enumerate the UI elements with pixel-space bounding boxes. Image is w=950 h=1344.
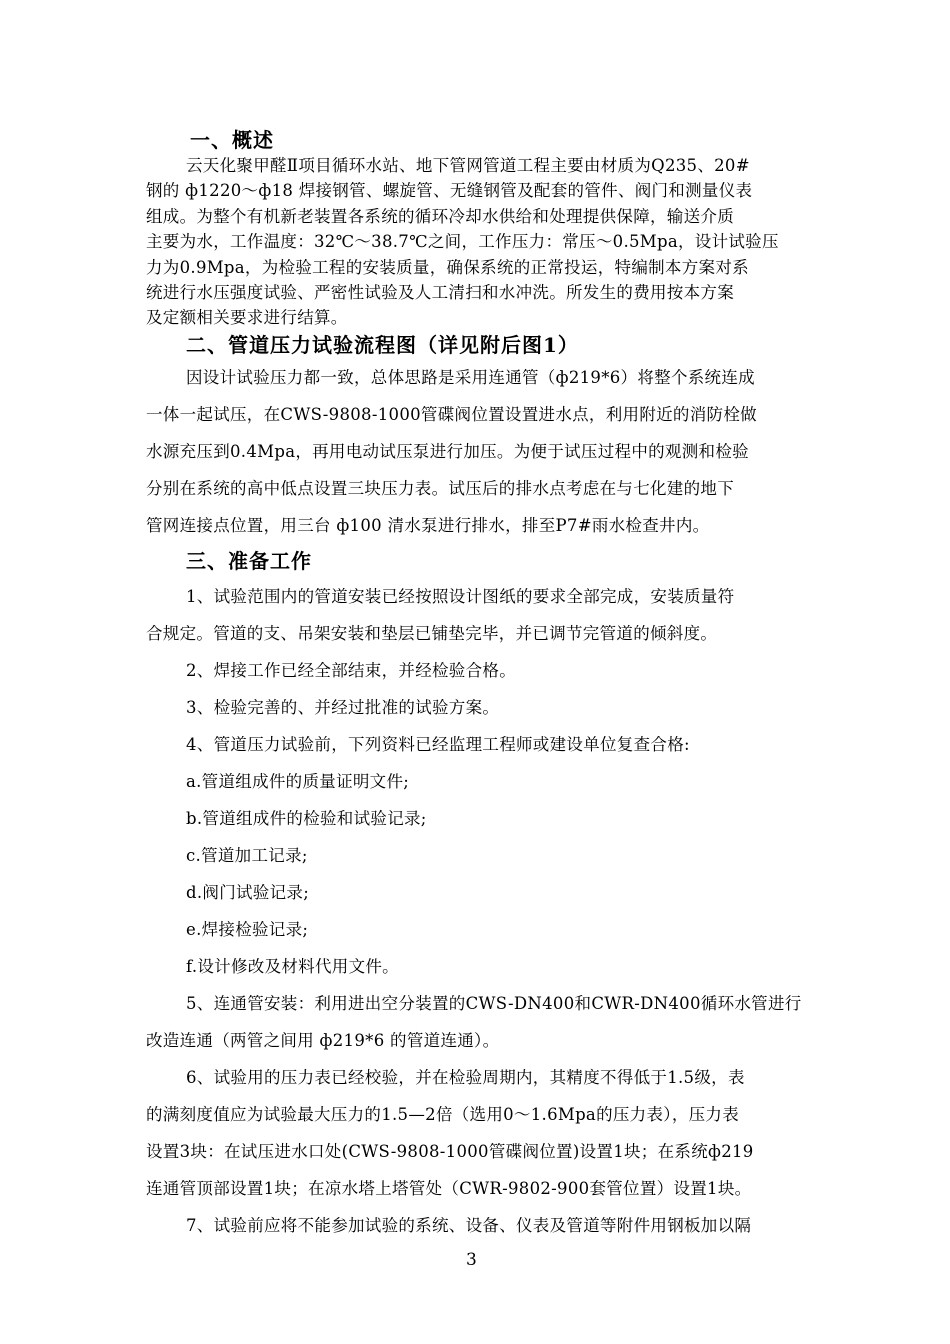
section1-line: 及定额相关要求进行结算。 [146, 308, 348, 327]
section3-line: d.阀门试验记录; [186, 883, 310, 902]
section2-line: 水源充压到0.4Mpa，再用电动试压泵进行加压。为便于试压过程中的观测和检验 [146, 442, 749, 461]
section2-line: 分别在系统的高中低点设置三块压力表。试压后的排水点考虑在与七化建的地下 [146, 479, 734, 498]
section3-line: b.管道组成件的检验和试验记录; [186, 809, 427, 828]
section3-line: 4、管道压力试验前，下列资料已经监理工程师或建设单位复查合格: [186, 735, 690, 754]
section1-line: 统进行水压强度试验、严密性试验及人工清扫和水冲洗。所发生的费用按本方案 [146, 283, 734, 302]
section2-heading: 二、管道压力试验流程图（详见附后图1） [186, 333, 579, 357]
section1-line: 组成。为整个有机新老装置各系统的循环冷却水供给和处理提供保障，输送介质 [146, 207, 734, 226]
section3-line: 连通管顶部设置1块；在凉水塔上塔管处（CWR-9802-900套管位置）设置1块。 [146, 1179, 752, 1198]
section1-line: 主要为水，工作温度：32℃～38.7℃之间，工作压力：常压～0.5Mpa，设计试验压 [146, 232, 779, 251]
section3-line: 5、连通管安装：利用进出空分装置的CWS-DN400和CWR-DN400循环水管进行 [186, 994, 802, 1013]
section1-line: 云天化聚甲醛Ⅱ项目循环水站、地下管网管道工程主要由材质为Q235、20# [186, 156, 750, 175]
section3-line: 设置3块：在试压进水口处(CWS-9808-1000管碟阀位置)设置1块；在系统ф219 [146, 1142, 754, 1161]
section3-line: 的满刻度值应为试验最大压力的1.5—2倍（选用0～1.6Mpa的压力表），压力表 [146, 1105, 740, 1124]
section3-heading: 三、准备工作 [186, 549, 312, 573]
section3-line: a.管道组成件的质量证明文件; [186, 772, 410, 791]
section1-line: 钢的 ф1220～ф18 焊接钢管、螺旋管、无缝钢管及配套的管件、阀门和测量仪表 [146, 181, 753, 200]
section3-line: 3、检验完善的、并经过批准的试验方案。 [186, 698, 500, 717]
section3-line: 1、试验范围内的管道安装已经按照设计图纸的要求全部完成，安装质量符 [186, 587, 735, 606]
section2-line: 管网连接点位置，用三台 ф100 清水泵进行排水，排至P7#雨水检查井内。 [146, 516, 710, 535]
section3-line: 7、试验前应将不能参加试验的系统、设备、仪表及管道等附件用钢板加以隔 [186, 1216, 752, 1235]
section3-line: c.管道加工记录; [186, 846, 308, 865]
section3-line: 合规定。管道的支、吊架安装和垫层已铺垫完毕，并已调节完管道的倾斜度。 [146, 624, 718, 643]
section3-line: e.焊接检验记录; [186, 920, 309, 939]
section3-line: 2、焊接工作已经全部结束，并经检验合格。 [186, 661, 516, 680]
section2-line: 因设计试验压力都一致，总体思路是采用连通管（ф219*6）将整个系统连成 [186, 368, 755, 387]
section3-line: 改造连通（两管之间用 ф219*6 的管道连通）。 [146, 1031, 500, 1050]
section2-line: 一体一起试压，在CWS-9808-1000管碟阀位置设置进水点，利用附近的消防栓做 [146, 405, 757, 424]
page-number: 3 [466, 1250, 477, 1270]
section1-heading: 一、概述 [190, 128, 274, 152]
section3-line: f.设计修改及材料代用文件。 [186, 957, 399, 976]
section1-line: 力为0.9Mpa，为检验工程的安装质量，确保系统的正常投运，特编制本方案对系 [146, 258, 749, 277]
section3-line: 6、试验用的压力表已经校验，并在检验周期内，其精度不得低于1.5级，表 [186, 1068, 745, 1087]
